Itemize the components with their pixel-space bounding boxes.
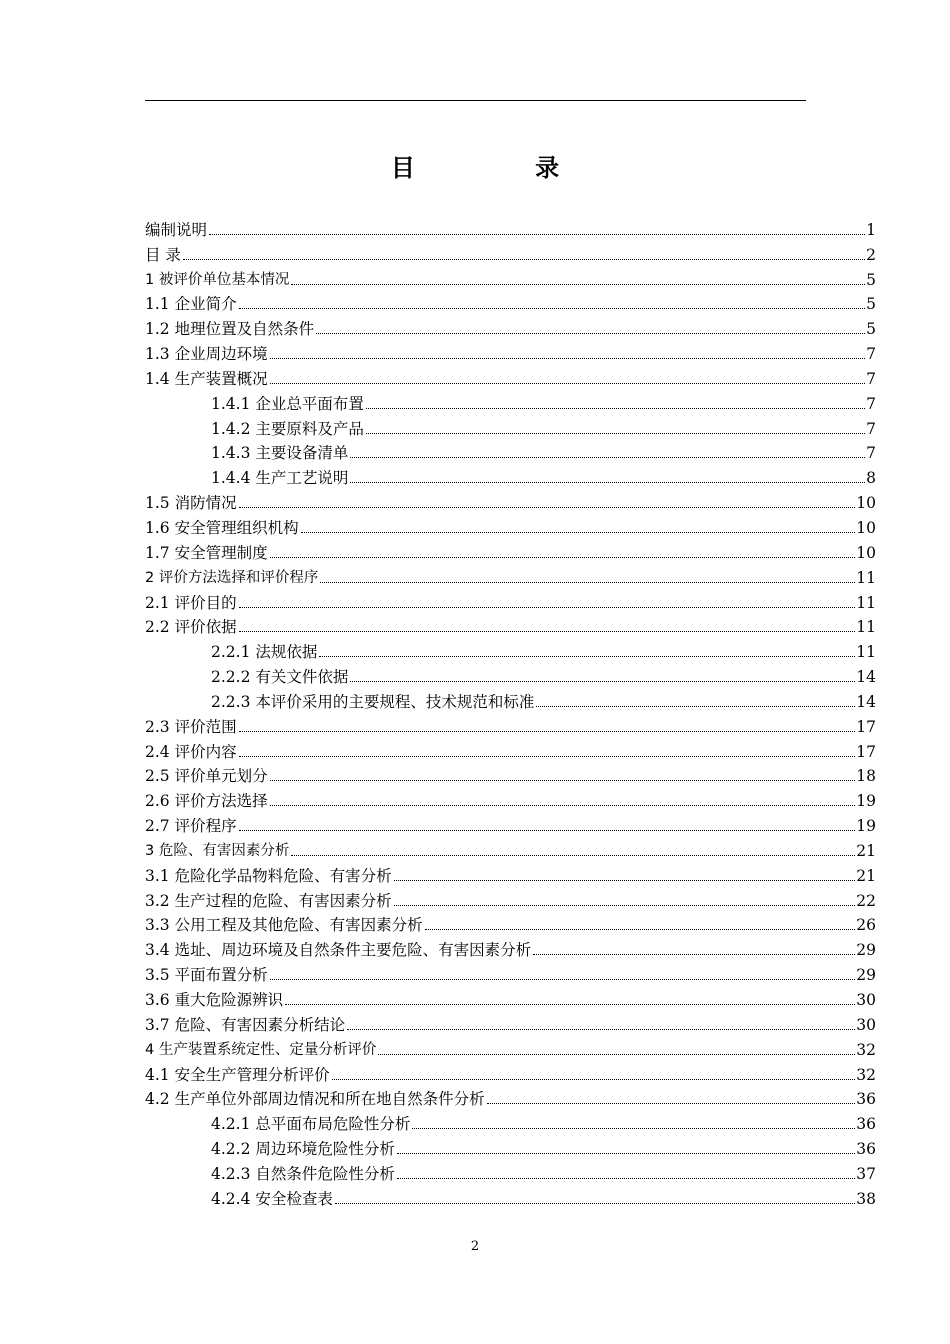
toc-entry-page: 18 <box>856 767 876 786</box>
toc-entry[interactable] <box>145 1059 876 1084</box>
toc-entry-page: 19 <box>856 792 876 811</box>
toc-entry-label: 3.4 选址、周边环境及自然条件主要危险、有害因素分析 <box>145 941 532 960</box>
toc-entry-label: 3.5 平面布置分析 <box>145 966 268 985</box>
toc-entry-label: 1.4 生产装置概况 <box>145 369 268 388</box>
dot-leader <box>239 631 856 632</box>
toc-entry[interactable] <box>145 785 876 810</box>
toc-entry[interactable] <box>145 1183 876 1208</box>
toc-entry-label: 3.7 危险、有害因素分析结论 <box>145 1015 346 1034</box>
dot-leader <box>239 830 856 831</box>
toc-entry-page: 22 <box>856 891 876 910</box>
dot-leader <box>394 880 856 881</box>
dot-leader <box>394 905 856 906</box>
toc-entry-page: 26 <box>856 916 876 935</box>
dot-leader <box>270 358 866 359</box>
toc-entry-page: 29 <box>856 966 876 985</box>
toc-entry-page: 14 <box>856 692 876 711</box>
toc-entry[interactable] <box>145 835 876 860</box>
toc-entry[interactable] <box>145 338 876 363</box>
toc-entry[interactable] <box>145 587 876 612</box>
dot-leader <box>239 607 856 608</box>
toc-entry-label: 3.1 危险化学品物料危险、有害分析 <box>145 866 392 885</box>
toc-entry-page: 19 <box>856 817 876 836</box>
toc-entry-page: 17 <box>856 742 876 761</box>
toc-entry-page: 29 <box>856 941 876 960</box>
toc-entry[interactable] <box>145 959 876 984</box>
toc-entry[interactable] <box>145 934 876 959</box>
dot-leader <box>319 656 855 657</box>
toc-entry-page: 7 <box>866 394 876 413</box>
dot-leader <box>209 234 865 235</box>
toc-entry-label: 1.5 消防情况 <box>145 494 237 513</box>
toc-entry-label: 4 生产装置系统定性、定量分析评价 <box>145 1041 377 1058</box>
dot-leader <box>301 532 856 533</box>
toc-entry-label: 1.7 安全管理制度 <box>145 543 268 562</box>
toc-entry-label: 3 危险、有害因素分析 <box>145 842 290 859</box>
dot-leader <box>350 457 865 458</box>
dot-leader <box>332 1079 856 1080</box>
toc-entry-label: 2.7 评价程序 <box>145 817 237 836</box>
toc-entry-page: 7 <box>866 419 876 438</box>
toc-entry-label: 3.2 生产过程的危险、有害因素分析 <box>145 891 392 910</box>
toc-entry-page: 38 <box>856 1189 876 1208</box>
toc-entry-label: 4.2.3 自然条件危险性分析 <box>211 1164 395 1183</box>
toc-entry[interactable] <box>145 313 876 338</box>
dot-leader <box>270 805 856 806</box>
toc-entry-label: 2.5 评价单元划分 <box>145 767 268 786</box>
dot-leader <box>335 1203 855 1204</box>
toc-entry[interactable] <box>145 636 876 661</box>
toc-entry[interactable] <box>145 885 876 910</box>
dot-leader <box>397 1178 855 1179</box>
toc-entry[interactable] <box>145 462 876 487</box>
toc-entry-page: 36 <box>856 1140 876 1159</box>
toc-entry[interactable] <box>145 512 876 537</box>
dot-leader <box>487 1103 856 1104</box>
toc-entry-page: 32 <box>856 1065 876 1084</box>
toc-entry-page: 10 <box>856 518 876 537</box>
toc-entry-label: 1 被评价单位基本情况 <box>145 271 290 288</box>
page-number: 2 <box>470 1239 480 1254</box>
toc-entry-label: 2.1 评价目的 <box>145 593 237 612</box>
toc-entry-page: 11 <box>856 618 876 637</box>
toc-entry-page: 14 <box>856 668 876 687</box>
header-rule <box>145 100 806 101</box>
toc-entry[interactable] <box>145 1034 876 1059</box>
dot-leader <box>291 284 865 285</box>
toc-entry-label: 2.2.1 法规依据 <box>211 643 318 662</box>
toc-entry-page: 17 <box>856 717 876 736</box>
toc-entry-label: 1.4.4 生产工艺说明 <box>211 469 349 488</box>
dot-leader <box>350 482 865 483</box>
toc-entry-page: 7 <box>866 444 876 463</box>
toc-entry-page: 8 <box>866 469 876 488</box>
toc-entry-page: 11 <box>856 643 876 662</box>
toc-entry-label: 2.6 评价方法选择 <box>145 792 268 811</box>
dot-leader <box>350 681 855 682</box>
toc-entry[interactable] <box>145 1133 876 1158</box>
toc-entry[interactable] <box>145 487 876 512</box>
toc-entry-label: 1.4.3 主要设备清单 <box>211 444 349 463</box>
toc-entry-label: 3.3 公用工程及其他危险、有害因素分析 <box>145 916 423 935</box>
toc-entry-label: 2.3 评价范围 <box>145 717 237 736</box>
dot-leader <box>533 954 855 955</box>
dot-leader <box>239 731 856 732</box>
toc-entry[interactable] <box>145 984 876 1009</box>
toc-entry-label: 4.2.4 安全检查表 <box>211 1189 333 1208</box>
toc-entry[interactable] <box>145 661 876 686</box>
toc-entry-page: 10 <box>856 543 876 562</box>
toc-entry-label: 2.2 评价依据 <box>145 618 237 637</box>
toc-entry-label: 2.4 评价内容 <box>145 742 237 761</box>
toc-entry[interactable] <box>145 562 876 587</box>
toc-entry-label: 1.1 企业简介 <box>145 295 237 314</box>
toc-entry[interactable] <box>145 810 876 835</box>
toc-entry-page: 30 <box>856 1015 876 1034</box>
toc-entry-label: 目 录 <box>145 245 181 264</box>
dot-leader <box>536 706 855 707</box>
dot-leader <box>270 557 856 558</box>
toc-entry-label: 1.4.2 主要原料及产品 <box>211 419 364 438</box>
toc-entry-page: 11 <box>856 568 876 587</box>
toc-entry[interactable] <box>145 537 876 562</box>
dot-leader <box>320 582 855 583</box>
dot-leader <box>291 855 855 856</box>
dot-leader <box>397 1153 855 1154</box>
dot-leader <box>239 507 856 508</box>
toc-entry-page: 1 <box>866 220 876 239</box>
toc-entry-page: 5 <box>866 270 876 289</box>
toc-entry[interactable] <box>145 413 876 438</box>
toc-entry[interactable] <box>145 711 876 736</box>
dot-leader <box>316 333 865 334</box>
toc-entry-label: 4.2 生产单位外部周边情况和所在地自然条件分析 <box>145 1090 485 1109</box>
dot-leader <box>366 433 865 434</box>
toc-entry[interactable] <box>145 612 876 637</box>
toc-entry[interactable] <box>145 1009 876 1034</box>
toc-entry[interactable] <box>145 363 876 388</box>
dot-leader <box>366 408 865 409</box>
toc-entry[interactable] <box>145 761 876 786</box>
toc-entry[interactable] <box>145 289 876 314</box>
toc-entry-label: 1.6 安全管理组织机构 <box>145 518 299 537</box>
toc-entry-label: 4.1 安全生产管理分析评价 <box>145 1065 330 1084</box>
toc-entry-page: 32 <box>856 1040 876 1059</box>
toc-entry-label: 2.2.3 本评价采用的主要规程、技术规范和标准 <box>211 692 535 711</box>
dot-leader <box>270 780 856 781</box>
toc-entry-label: 3.6 重大危险源辨识 <box>145 991 284 1009</box>
toc-entry[interactable] <box>145 214 876 239</box>
toc-entry[interactable] <box>145 1108 876 1133</box>
dot-leader <box>270 383 866 384</box>
toc-entry[interactable] <box>145 910 876 935</box>
toc-entry-page: 5 <box>866 295 876 314</box>
toc-entry[interactable] <box>145 388 876 413</box>
toc-entry[interactable] <box>145 736 876 761</box>
dot-leader <box>347 1029 855 1030</box>
dot-leader <box>378 1054 855 1055</box>
toc-entry[interactable] <box>145 239 876 264</box>
toc-entry[interactable] <box>145 686 876 711</box>
toc-entry-page: 7 <box>866 369 876 388</box>
dot-leader <box>183 259 865 260</box>
toc-entry-label: 1.2 地理位置及自然条件 <box>145 320 315 339</box>
toc-entry-page: 2 <box>866 245 876 264</box>
toc-entry-page: 5 <box>866 320 876 339</box>
toc-entry-page: 30 <box>856 991 876 1009</box>
toc-entry[interactable] <box>145 860 876 885</box>
dot-leader <box>285 1004 855 1005</box>
toc-entry-label: 4.2.1 总平面布局危险性分析 <box>211 1115 411 1134</box>
toc-entry[interactable] <box>145 1158 876 1183</box>
toc-entry-page: 36 <box>856 1115 876 1134</box>
table-of-contents <box>145 214 876 1208</box>
toc-entry-label: 4.2.2 周边环境危险性分析 <box>211 1140 395 1159</box>
dot-leader <box>270 979 856 980</box>
toc-entry-page: 7 <box>866 345 876 364</box>
toc-entry-label: 1.3 企业周边环境 <box>145 345 268 364</box>
toc-entry[interactable] <box>145 438 876 463</box>
dot-leader <box>412 1128 855 1129</box>
toc-entry-label: 1.4.1 企业总平面布置 <box>211 394 364 413</box>
toc-entry-label: 编制说明 <box>145 220 208 239</box>
toc-entry[interactable] <box>145 264 876 289</box>
toc-entry-page: 10 <box>856 494 876 513</box>
dot-leader <box>239 756 856 757</box>
toc-entry[interactable] <box>145 1084 876 1109</box>
dot-leader <box>239 308 866 309</box>
toc-entry-page: 37 <box>856 1164 876 1183</box>
toc-entry-page: 21 <box>856 841 876 860</box>
page-title: 目 录 <box>390 154 616 182</box>
toc-entry-page: 21 <box>856 866 876 885</box>
toc-entry-page: 36 <box>856 1090 876 1109</box>
toc-entry-label: 2 评价方法选择和评价程序 <box>145 569 319 586</box>
toc-entry-label: 2.2.2 有关文件依据 <box>211 668 349 687</box>
toc-entry-page: 11 <box>856 593 876 612</box>
dot-leader <box>425 929 856 930</box>
